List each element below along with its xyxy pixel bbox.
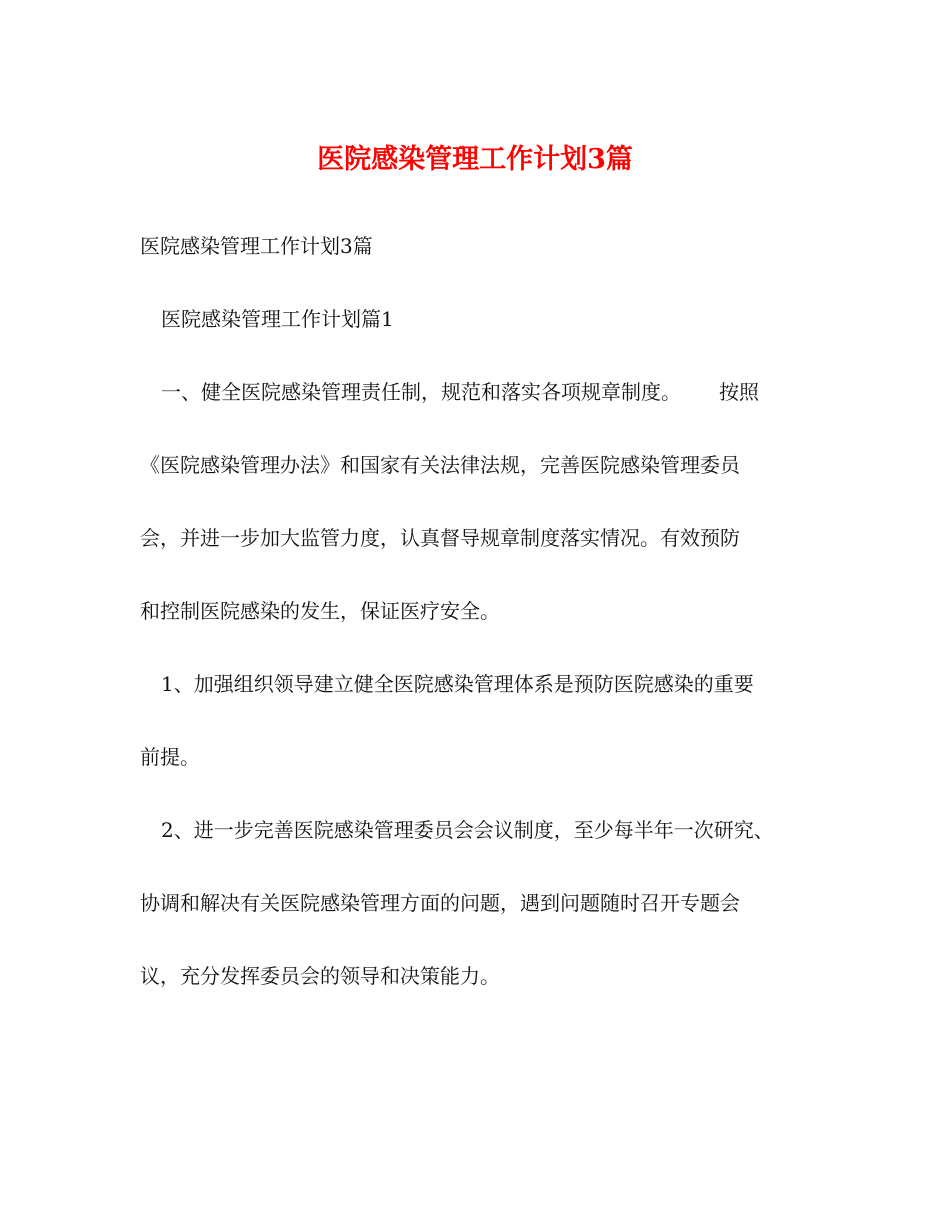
text-line: 会，并进一步加大监管力度，认真督导规章制度落实情况。有效预防: [140, 526, 740, 550]
text-line: 议，充分发挥委员会的领导和决策能力。: [140, 964, 500, 988]
paragraph-doc-heading: [140, 226, 840, 266]
text-line: 和控制医院感染的发生，保证医疗安全。: [140, 599, 500, 623]
text-line: 1、加强组织领导建立健全医院感染管理体系是预防医院感染的重要: [161, 672, 754, 696]
document-title: 医院感染管理工作计划3篇: [317, 144, 633, 175]
text-line: 《医院感染管理办法》和国家有关法律法规，完善医院感染管理委员: [140, 453, 740, 477]
text-line: [140, 372, 840, 412]
document-body: [140, 226, 840, 1029]
paragraph-section-heading: [140, 299, 840, 339]
text-segment: 一、健全医院感染管理责任制，规范和落实各项规章制度。: [161, 380, 681, 404]
paragraph-responsibility: [140, 372, 840, 631]
text-line: 医院感染管理工作计划篇1: [161, 307, 394, 331]
text-line: 2、进一步完善医院感染管理委员会会议制度，至少每半年一次研究、: [161, 818, 774, 842]
text-line: 前提。: [140, 745, 200, 769]
text-segment: 按照: [719, 380, 759, 404]
paragraph-item-1: [140, 664, 840, 777]
text-line: 协调和解决有关医院感染管理方面的问题，遇到问题随时召开专题会: [140, 891, 740, 915]
text-line: 医院感染管理工作计划3篇: [140, 234, 373, 258]
paragraph-item-2: [140, 810, 840, 996]
